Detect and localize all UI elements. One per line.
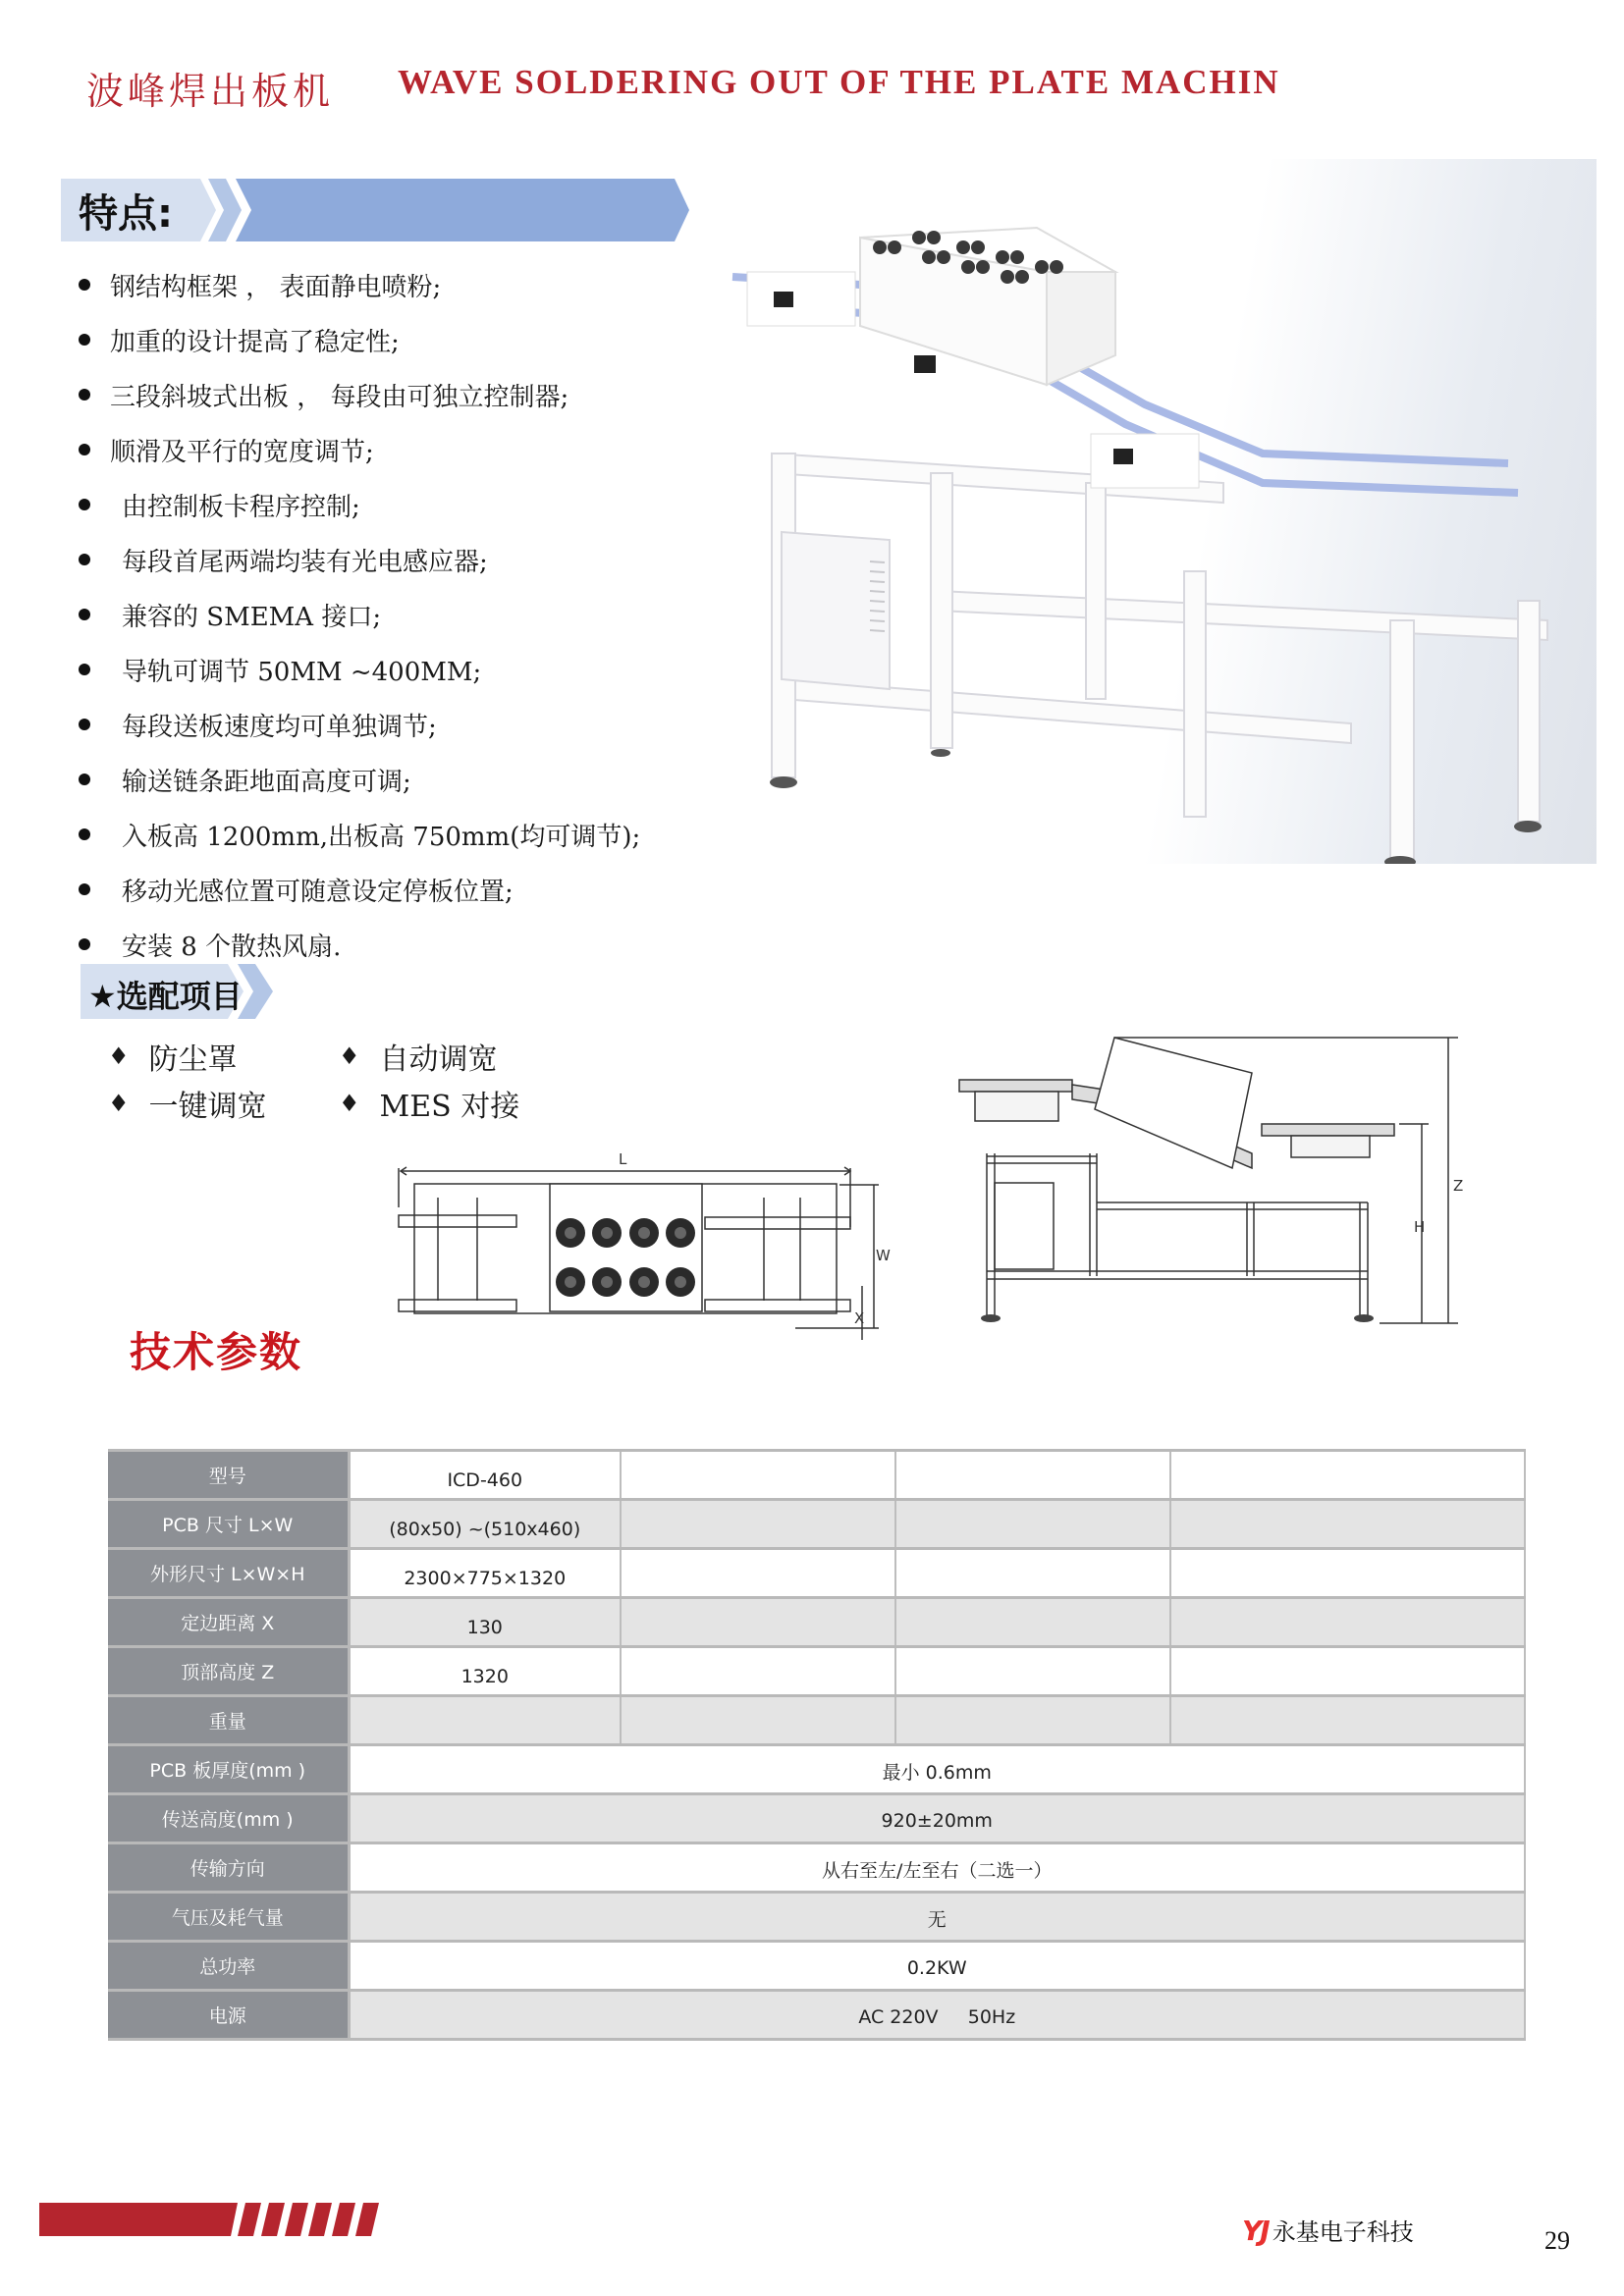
side-view-drawing <box>957 1026 1542 1330</box>
spec-heading: 技术参数 <box>130 1328 303 1376</box>
cell-value <box>895 1500 1170 1549</box>
cell-value <box>1170 1598 1525 1647</box>
table-row <box>108 1696 1525 1745</box>
bullet-icon <box>79 444 90 455</box>
row-label: 电源 <box>108 1991 349 2040</box>
cell-value <box>895 1451 1170 1500</box>
dim-label-w: W <box>876 1247 891 1264</box>
option-item: ♦ 防尘罩 <box>108 1042 238 1077</box>
company-brand <box>1242 2213 1414 2247</box>
cell-value <box>349 1696 621 1745</box>
row-label: 外形尺寸 L×W×H <box>108 1549 349 1598</box>
feature-item: 钢结构框架 ， 表面静电喷粉; <box>79 257 687 312</box>
option-item: ♦ 一键调宽 <box>108 1090 267 1124</box>
bullet-icon <box>79 279 90 291</box>
row-label: 传送高度(mm ) <box>108 1794 349 1843</box>
table-row <box>108 1991 1525 2040</box>
dim-label-z: Z <box>1453 1177 1464 1195</box>
side-view-diagram <box>957 1026 1542 1330</box>
option-item: ♦ 自动调宽 <box>339 1042 498 1077</box>
cell-value: 1320 <box>349 1647 621 1696</box>
bullet-icon <box>79 664 90 675</box>
features-heading: 特点: <box>79 191 173 237</box>
cell-value <box>621 1598 895 1647</box>
footer-stripe-decoration <box>39 2203 403 2236</box>
options-list <box>108 1036 560 1124</box>
cell-value: 0.2KW <box>349 1942 1525 1991</box>
cell-value <box>895 1647 1170 1696</box>
table-row <box>108 1942 1525 1991</box>
cell-value <box>1170 1647 1525 1696</box>
bullet-icon <box>79 828 90 840</box>
feature-item: 每段送板速度均可单独调节; <box>79 697 687 752</box>
cell-value <box>621 1451 895 1500</box>
cell-value <box>1170 1549 1525 1598</box>
bullet-icon <box>79 774 90 785</box>
cell-value: (80x50) ~(510x460) <box>349 1500 621 1549</box>
machine-render-image <box>713 159 1597 864</box>
cell-value: 无 <box>349 1893 1525 1942</box>
cell-value <box>1170 1500 1525 1549</box>
feature-item: 每段首尾两端均装有光电感应器; <box>79 532 687 587</box>
spec-table <box>108 1449 1526 2041</box>
row-label: 定边距离 X <box>108 1598 349 1647</box>
company-name: 永基电子科技 <box>1272 2218 1414 2246</box>
dim-label-x: X <box>854 1309 865 1327</box>
diamond-bullet-icon: ♦ <box>339 1042 360 1070</box>
feature-item: 安装 8 个散热风扇. <box>79 917 687 972</box>
cell-value: AC 220V 50Hz <box>349 1991 1525 2040</box>
page-title-cn: 波峰焊出板机 <box>86 70 335 113</box>
table-row <box>108 1500 1525 1549</box>
feature-list <box>79 257 687 972</box>
row-label: 顶部高度 Z <box>108 1647 349 1696</box>
bullet-icon <box>79 554 90 565</box>
cell-value: 130 <box>349 1598 621 1647</box>
table-row <box>108 1794 1525 1843</box>
cell-value <box>895 1598 1170 1647</box>
diamond-bullet-icon: ♦ <box>108 1090 130 1117</box>
feature-item: 移动光感位置可随意设定停板位置; <box>79 862 687 917</box>
option-item: ♦ MES 对接 <box>339 1090 520 1124</box>
bullet-icon <box>79 334 90 346</box>
cell-value <box>621 1647 895 1696</box>
bullet-icon <box>79 938 90 950</box>
table-row <box>108 1647 1525 1696</box>
cell-value: 最小 0.6mm <box>349 1745 1525 1794</box>
dim-label-h: H <box>1414 1218 1426 1236</box>
feature-item: 顺滑及平行的宽度调节; <box>79 422 687 477</box>
row-label: 传输方向 <box>108 1843 349 1893</box>
top-view-drawing <box>393 1139 952 1355</box>
top-view-diagram <box>393 1139 952 1355</box>
features-banner <box>61 177 689 243</box>
feature-item: 加重的设计提高了稳定性; <box>79 312 687 367</box>
table-row <box>108 1451 1525 1500</box>
table-row <box>108 1598 1525 1647</box>
row-label: 型号 <box>108 1451 349 1500</box>
table-row <box>108 1745 1525 1794</box>
bullet-icon <box>79 499 90 510</box>
feature-item: 导轨可调节 50MM ~400MM; <box>79 642 687 697</box>
bullet-icon <box>79 609 90 620</box>
bullet-icon <box>79 719 90 730</box>
cell-value <box>1170 1451 1525 1500</box>
diamond-bullet-icon: ♦ <box>108 1042 130 1070</box>
product-photo <box>713 159 1597 864</box>
row-label: 气压及耗气量 <box>108 1893 349 1942</box>
row-label: PCB 板厚度(mm ) <box>108 1745 349 1794</box>
table-row <box>108 1549 1525 1598</box>
cell-value <box>895 1549 1170 1598</box>
row-label: PCB 尺寸 L×W <box>108 1500 349 1549</box>
cell-value: 从右至左/左至右（二选一） <box>349 1843 1525 1893</box>
page-title-en: WAVE SOLDERING OUT OF THE PLATE MACHIN <box>398 63 1280 101</box>
options-banner <box>81 962 277 1021</box>
feature-item: 兼容的 SMEMA 接口; <box>79 587 687 642</box>
stripe-bar-icon <box>39 2203 403 2236</box>
cell-value <box>621 1549 895 1598</box>
cell-value: 2300×775×1320 <box>349 1549 621 1598</box>
feature-item: 三段斜坡式出板 ， 每段由可独立控制器; <box>79 367 687 422</box>
row-label: 总功率 <box>108 1942 349 1991</box>
cell-value <box>621 1696 895 1745</box>
table-row <box>108 1843 1525 1893</box>
feature-item: 输送链条距地面高度可调; <box>79 752 687 807</box>
dim-label-l: L <box>619 1150 627 1168</box>
page-number: 29 <box>1544 2226 1570 2255</box>
company-logo: YJ <box>1242 2215 1269 2247</box>
feature-item: 由控制板卡程序控制; <box>79 477 687 532</box>
table-row <box>108 1893 1525 1942</box>
diamond-bullet-icon: ♦ <box>339 1090 360 1117</box>
cell-value: ICD-460 <box>349 1451 621 1500</box>
feature-item: 入板高 1200mm,出板高 750mm(均可调节); <box>79 807 687 862</box>
bullet-icon <box>79 883 90 895</box>
options-heading: ★选配项目 <box>88 978 243 1015</box>
cell-value <box>895 1696 1170 1745</box>
cell-value <box>1170 1696 1525 1745</box>
cell-value: 920±20mm <box>349 1794 1525 1843</box>
cell-value <box>621 1500 895 1549</box>
bullet-icon <box>79 389 90 400</box>
row-label: 重量 <box>108 1696 349 1745</box>
